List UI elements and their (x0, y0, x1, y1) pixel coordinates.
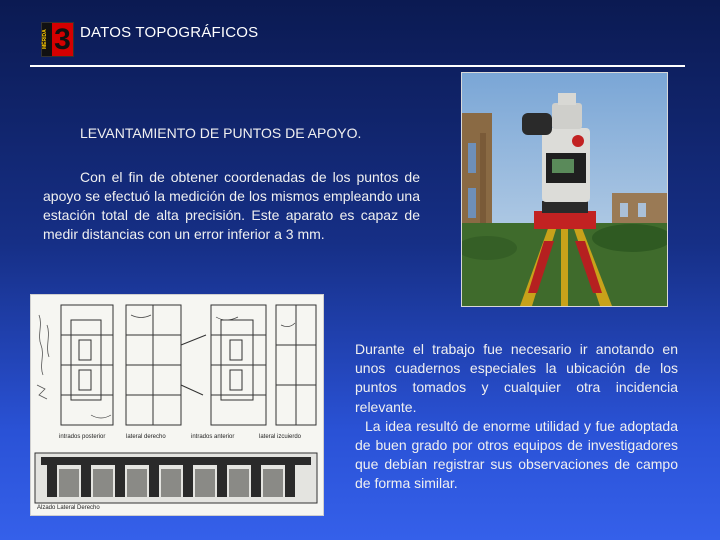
logo (41, 22, 74, 57)
header-divider (30, 65, 685, 67)
intro-paragraph: Con el fin de obtener coordenadas de los puntos de apoyo se efectuó la medición de los mismos empleando una estación total de alta precisión. Este aparato es capaz de medir distancias con un error inferior a 3 mm. (43, 169, 420, 242)
logo-number: 3 (52, 23, 73, 56)
sketch-label-alzado: Alzado Lateral Derecho (37, 505, 100, 511)
notes-paragraph-1: Durante el trabajo fue necesario ir anotando en unos cuadernos especiales la ubicación de los puntos tomados y cualquier otra incidencia relevante. (355, 341, 678, 415)
notes-paragraph-2: La idea resultó de enorme utilidad y fue adoptada de buen grado por otros equipos de investigadores que debían registrar sus observaciones de campo de forma similar. (355, 417, 678, 492)
sketch-label-lateral-izquierdo: lateral izcuierdo (259, 434, 302, 440)
field-notebook-sketch (30, 294, 324, 516)
logo-side-text: MÉRIDA (42, 29, 48, 50)
notes-paragraph (355, 340, 678, 494)
sketch-label-intrados-anterior: intrados anterior (191, 434, 235, 440)
section-title: LEVANTAMIENTO DE PUNTOS DE APOYO. (80, 125, 362, 141)
page-title: DATOS TOPOGRÁFICOS (80, 24, 259, 41)
sketch-label-lateral-derecho: lateral derecho (126, 434, 166, 440)
sketch-label-intrados-posterior: intrados posterior (59, 434, 106, 440)
total-station-photo (461, 72, 668, 307)
